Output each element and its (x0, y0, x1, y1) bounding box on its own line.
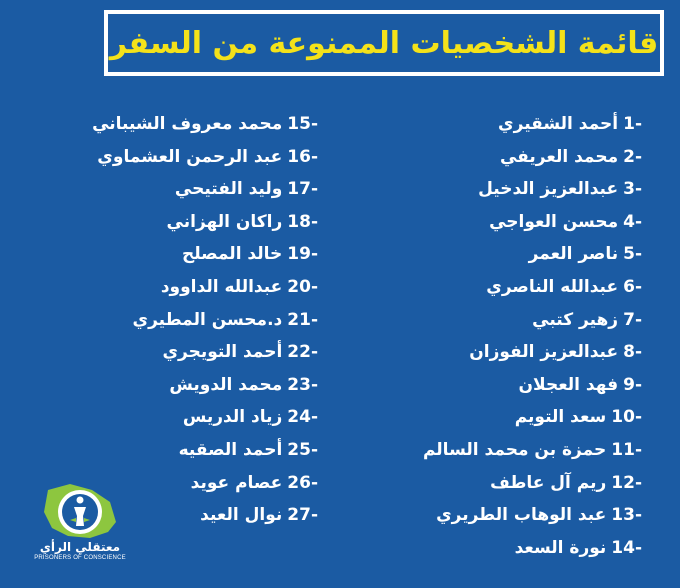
list-item-name: عبدالله الناصري (486, 276, 619, 297)
list-item (92, 304, 318, 337)
list-item-number: 8- (623, 342, 642, 363)
list-item-name: زياد الدريس (182, 407, 283, 428)
list-item-number: 14- (611, 537, 642, 558)
list-item (92, 336, 318, 369)
list-item-number: 18- (287, 211, 318, 232)
list-item-name: محسن العواجي (489, 211, 619, 232)
list-item-number: 25- (287, 439, 318, 460)
list-item-number: 1- (623, 114, 642, 134)
list-item (423, 532, 642, 565)
list-item-name: أحمد الصقيه (178, 439, 283, 460)
list-item-name: عبد الوهاب الطريري (436, 505, 607, 526)
list-item-number: 11- (611, 439, 642, 460)
list-item (92, 271, 318, 304)
list-item-number: 21- (287, 309, 318, 330)
list-item-name: عبدالعزيز الفوزان (469, 342, 619, 363)
list-item-name: سعد التويم (514, 407, 607, 428)
list-item (423, 173, 642, 206)
list-item-number: 6- (623, 276, 642, 297)
list-item-number: 10- (611, 407, 642, 428)
list-item-number: 2- (623, 146, 642, 167)
page-title: قائمة الشخصيات الممنوعة من السفر (109, 25, 659, 61)
list-item (423, 369, 642, 402)
list-item-name: نوال العيد (200, 505, 283, 526)
list-item-name: محمد الدويش (169, 374, 283, 395)
list-item-name: خالد المصلح (181, 244, 283, 265)
list-item (423, 401, 642, 434)
list-item-number: 22- (287, 342, 318, 363)
list-item (423, 336, 642, 369)
list-item (423, 108, 642, 141)
list-item (423, 467, 642, 500)
list-item-number: 24- (287, 407, 318, 428)
list-item-number: 9- (623, 374, 642, 395)
list-item-name: محمد معروف الشيباني (92, 114, 283, 134)
list-item-name: زهير كتبي (532, 309, 619, 330)
list-item-number: 3- (623, 179, 642, 200)
list-item (423, 304, 642, 337)
list-item-name: أحمد التويجري (162, 342, 283, 363)
list-item (423, 499, 642, 532)
list-item-number: 7- (623, 309, 642, 330)
names-list-right (423, 108, 642, 564)
list-item-number: 19- (287, 244, 318, 265)
list-item-name: عصام عويد (190, 472, 283, 493)
title-box (104, 10, 664, 76)
names-list-left (92, 108, 318, 532)
list-item (92, 206, 318, 239)
list-item-number: 26- (287, 472, 318, 493)
list-item-name: وليد الفتيحي (174, 179, 283, 200)
list-item (423, 434, 642, 467)
list-item (92, 434, 318, 467)
list-item (92, 108, 318, 141)
list-item-name: محمد العريفي (499, 146, 619, 167)
list-item-number: 27- (287, 505, 318, 526)
list-item (92, 369, 318, 402)
logo-text-english: PRISONERS OF CONSCIENCE (34, 555, 126, 561)
list-item (423, 206, 642, 239)
list-item (423, 238, 642, 271)
list-item-number: 23- (287, 374, 318, 395)
list-item-name: عبدالعزيز الدخيل (478, 179, 619, 200)
list-item-name: حمزة بن محمد السالم (422, 439, 607, 460)
list-item-number: 16- (287, 146, 318, 167)
list-item-name: ناصر العمر (528, 244, 619, 265)
list-item-name: أحمد الشقيري (498, 114, 619, 134)
list-item-number: 4- (623, 211, 642, 232)
list-item-name: د.محسن المطيري (132, 309, 283, 330)
list-item-number: 17- (287, 179, 318, 200)
list-item (92, 238, 318, 271)
list-item-number: 15- (287, 114, 318, 134)
list-item-name: فهد العجلان (518, 374, 619, 395)
list-item-name: عبدالله الداوود (160, 276, 283, 297)
list-item (92, 141, 318, 174)
list-item-name: عبد الرحمن العشماوي (97, 146, 283, 167)
logo-text-arabic: معتقلي الرأي (39, 540, 121, 554)
list-item-number: 13- (611, 505, 642, 526)
list-item-number: 20- (287, 276, 318, 297)
list-item-name: راكان الهزاني (166, 211, 283, 232)
list-item-number: 5- (623, 244, 642, 265)
list-item-name: ريم آل عاطف (490, 472, 607, 493)
list-item (423, 271, 642, 304)
list-item-number: 12- (611, 472, 642, 493)
list-item (92, 173, 318, 206)
list-item-name: نورة السعد (514, 537, 607, 558)
list-item (423, 141, 642, 174)
list-item (92, 401, 318, 434)
